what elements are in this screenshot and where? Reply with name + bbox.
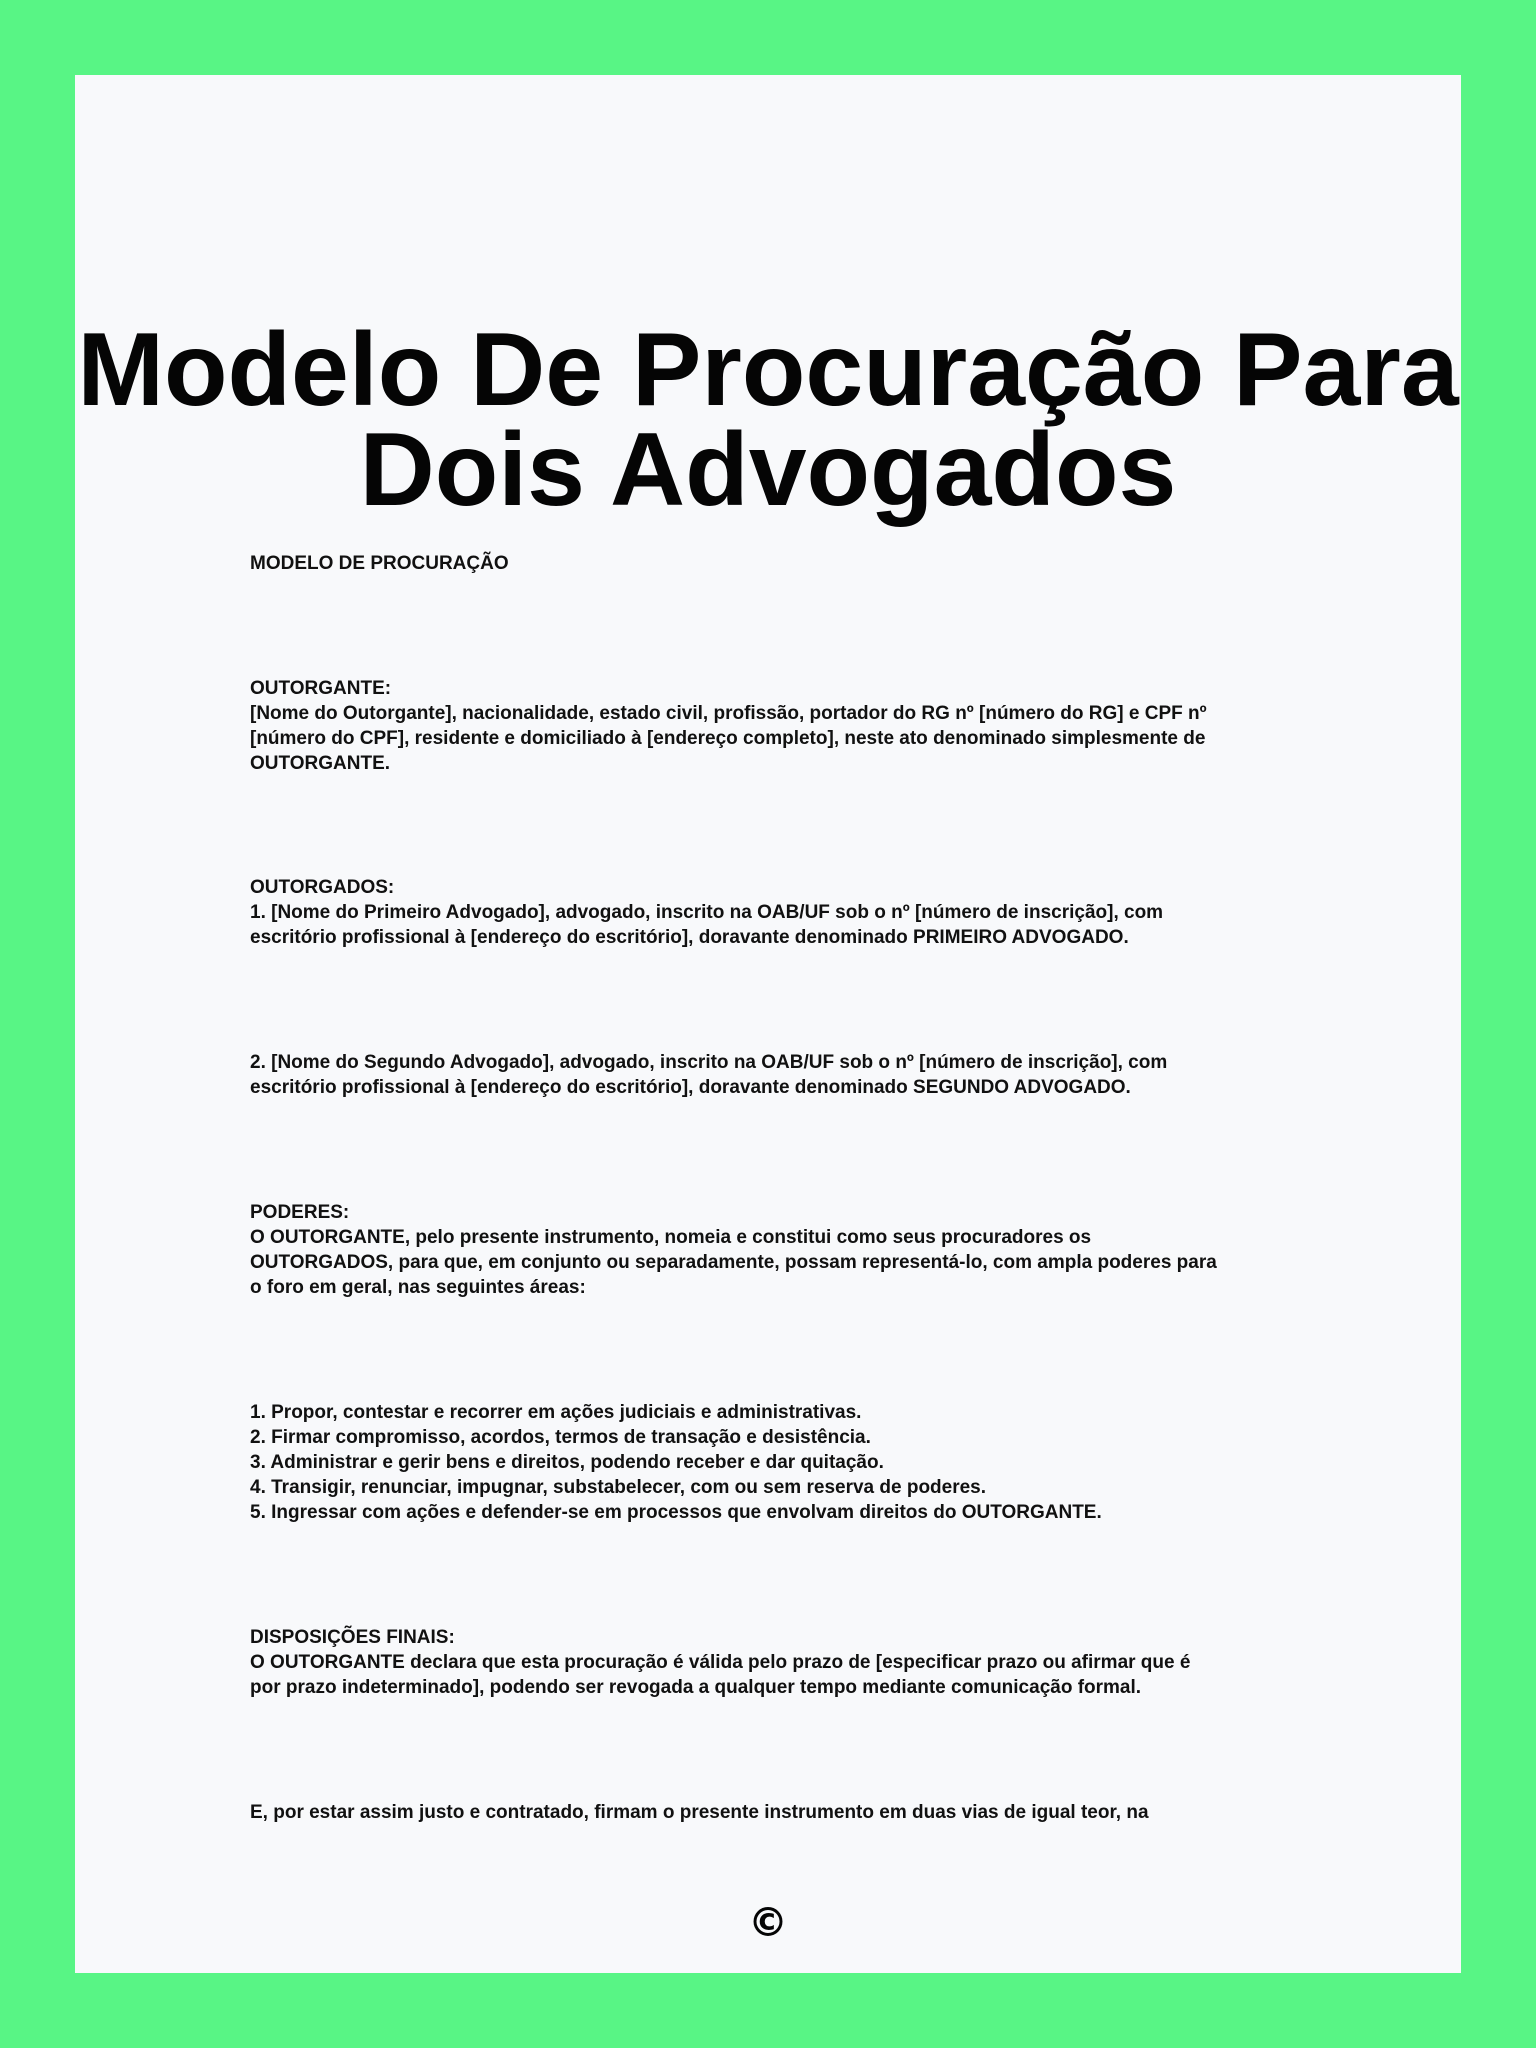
document-page	[75, 75, 1461, 1973]
closing-paragraph: E, por estar assim justo e contratado, firmam o presente instrumento em duas vias de igual teor, na	[250, 1802, 1149, 1823]
page-title: Modelo De Procuração Para Dois Advogados	[77, 312, 1459, 528]
powers-list: 1. Propor, contestar e recorrer em ações judiciais e administrativas. 2. Firmar compromisso, acordos, termos de transação e desistência. 3. Administrar e gerir bens e direitos, podendo receber e dar quitação. 4. Transigir, renunciar, impugnar, substabelecer, com ou sem reserva de poderes. 5. Ingressar com ações e defender-se em processos que envolvam direitos do OUTORGANTE.	[250, 1402, 1102, 1523]
outorgante-section: OUTORGANTE: [Nome do Outorgante], nacionalidade, estado civil, profissão, portador do RG nº [número do RG] e CPF nº [número do CPF], residente e domiciliado à [endereço completo], neste ato denominado simplesmente de OUTORGANTE.	[250, 678, 1207, 774]
document-heading: MODELO DE PROCURAÇÃO	[250, 553, 509, 574]
second-lawyer-paragraph: 2. [Nome do Segundo Advogado], advogado, inscrito na OAB/UF sob o nº [número de inscrição], com escritório profissional à [endereço do escritório], doravante denominado SEGUNDO ADVOGADO.	[250, 1052, 1168, 1098]
final-provisions-section: DISPOSIÇÕES FINAIS: O OUTORGANTE declara que esta procuração é válida pelo prazo de [especificar prazo ou afirmar que é por prazo indeterminado], podendo ser revogada a qualquer tempo mediante comunicação formal.	[250, 1627, 1191, 1698]
poderes-section: PODERES: O OUTORGANTE, pelo presente instrumento, nomeia e constitui como seus procuradores os OUTORGADOS, para que, em conjunto ou separadamente, possam representá-lo, com ampla poderes para o foro em geral, nas seguintes áreas:	[250, 1202, 1217, 1298]
outorgados-section: OUTORGADOS: 1. [Nome do Primeiro Advogado], advogado, inscrito na OAB/UF sob o nº [número de inscrição], com escritório profissional à [endereço do escritório], doravante denominado PRIMEIRO ADVOGADO.	[250, 877, 1164, 948]
copyright-icon: ©	[748, 1900, 788, 1946]
